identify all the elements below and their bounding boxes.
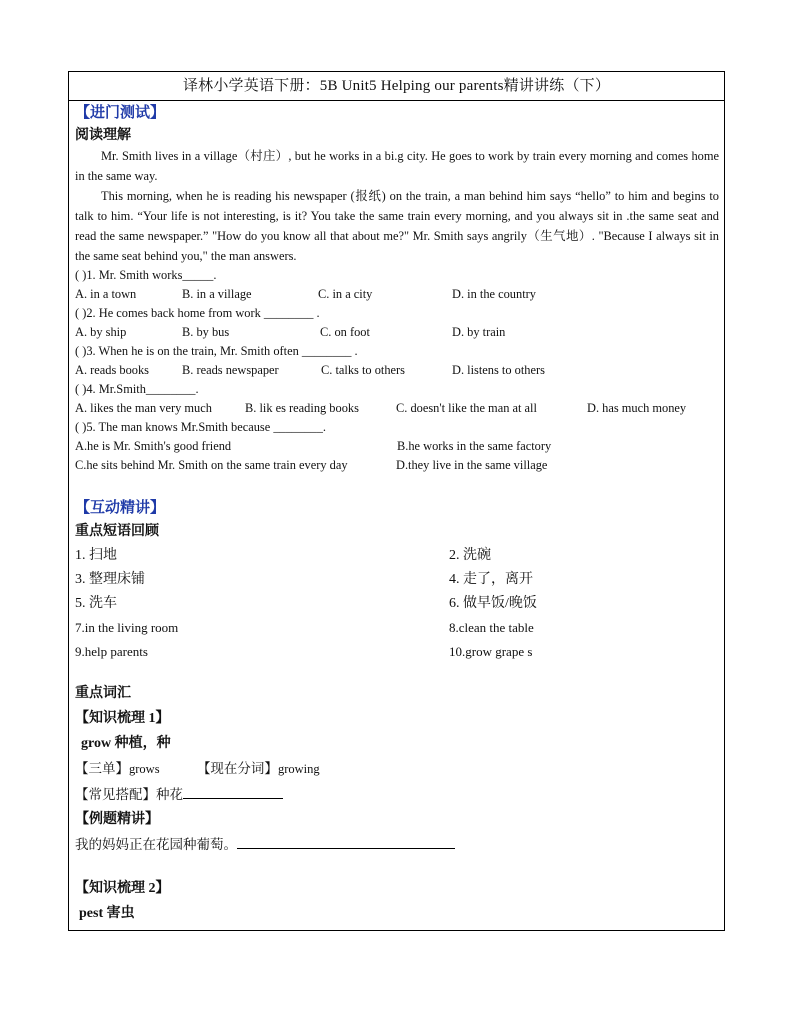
answer-blank[interactable] <box>237 836 455 849</box>
reading-paragraph-1: Mr. Smith lives in a village（村庄）, but he works in a bi.g city. He goes to work by train every morning and comes home in the same way. <box>75 149 719 183</box>
knowledge-1-word: grow 种植，种 <box>81 736 171 751</box>
question-4 <box>75 380 719 399</box>
option-a: A.he is Mr. Smith's good friend <box>75 439 232 453</box>
example-label: 【例题精讲】 <box>75 812 159 827</box>
phrase-item: 8.clean the table <box>449 620 534 635</box>
third-person-label: 【三单】 <box>75 761 129 776</box>
option-d: D.they live in the same village <box>396 458 548 472</box>
collocation-label: 【常见搭配】 <box>75 787 156 802</box>
vocab-heading: 重点词汇 <box>75 686 131 701</box>
option-d: D. in the country <box>452 287 536 301</box>
phrase-item: 7.in the living room <box>75 620 179 635</box>
option-a: A. in a town <box>75 287 137 301</box>
option-a: A. by ship <box>75 325 127 339</box>
section-interactive: 【互动精讲】 <box>75 500 166 516</box>
question-text: ( )5. The man knows Mr.Smith because ________. <box>75 420 326 434</box>
present-participle-label: 【现在分词】 <box>196 761 278 776</box>
question-3-options <box>75 361 719 380</box>
question-2 <box>75 304 719 323</box>
knowledge-1-collocation <box>75 782 719 807</box>
question-2-options <box>75 323 719 342</box>
worksheet-content <box>75 102 719 926</box>
example-sentence-row <box>75 832 719 857</box>
option-c: C. in a city <box>318 287 373 301</box>
question-text: ( )2. He comes back home from work ________ . <box>75 306 320 320</box>
question-1-options <box>75 285 719 304</box>
question-3 <box>75 342 719 361</box>
phrase-row <box>75 616 719 640</box>
answer-blank[interactable] <box>183 786 283 799</box>
option-b: B. reads newspaper <box>182 363 279 377</box>
question-5-options-cd <box>75 456 719 475</box>
reading-paragraph-2: This morning, when he is reading his newspaper (报纸) on the train, a man behind him says “hello” to him and begins to talk to him. “Your life is not interesting, is it? You take the same train every morning, and you always sit in .the same seat and read the same newspaper.” "How do you know all that about me?" Mr. Smith says angrily（生气地）. "Because I always sit in the same seat behind you," the man answers. <box>75 189 719 263</box>
third-person-value: grows <box>129 762 160 776</box>
phrase-item: 5. 洗车 <box>75 596 117 611</box>
option-c: C. doesn't like the man at all <box>396 401 537 415</box>
knowledge-1-label: 【知识梳理 1】 <box>75 711 170 726</box>
page-title: 译林小学英语下册：5B Unit5 Helping our parents精讲讲练（下） <box>69 72 724 101</box>
phrase-item: 9.help parents <box>75 644 148 659</box>
option-d: D. by train <box>452 325 506 339</box>
knowledge-2-label: 【知识梳理 2】 <box>75 881 170 896</box>
option-b: B. in a village <box>182 287 252 301</box>
question-5 <box>75 418 719 437</box>
phrase-item: 10.grow grape s <box>449 644 533 659</box>
option-b: B.he works in the same factory <box>397 439 552 453</box>
example-sentence: 我的妈妈正在花园种葡萄。 <box>75 837 237 852</box>
phrases-heading: 重点短语回顾 <box>75 524 159 539</box>
collocation-value: 种花 <box>156 787 183 802</box>
phrase-row <box>75 592 719 616</box>
question-text: ( )3. When he is on the train, Mr. Smith often ________ . <box>75 344 358 358</box>
knowledge-1-forms <box>75 756 719 782</box>
question-1 <box>75 266 719 285</box>
phrase-row <box>75 544 719 568</box>
option-c: C. talks to others <box>321 363 405 377</box>
reading-heading: 阅读理解 <box>75 128 131 143</box>
phrase-item: 2. 洗碗 <box>449 548 491 563</box>
phrase-row <box>75 640 719 664</box>
question-4-options <box>75 399 719 418</box>
option-c: C.he sits behind Mr. Smith on the same train every day <box>75 458 348 472</box>
phrase-item: 1. 扫地 <box>75 548 117 563</box>
option-d: D. has much money <box>587 401 687 415</box>
worksheet-frame <box>68 71 725 931</box>
phrase-item: 3. 整理床铺 <box>75 572 145 587</box>
option-a: A. reads books <box>75 363 149 377</box>
question-5-options-ab <box>75 437 719 456</box>
option-b: B. lik es reading books <box>245 401 359 415</box>
option-a: A. likes the man very much <box>75 401 212 415</box>
option-c: C. on foot <box>320 325 370 339</box>
knowledge-2-word: pest 害虫 <box>79 906 135 921</box>
section-intro-test: 【进门测试】 <box>75 105 166 121</box>
phrase-item: 6. 做早饭/晚饭 <box>449 596 537 611</box>
option-d: D. listens to others <box>452 363 545 377</box>
phrase-item: 4. 走了，离开 <box>449 572 533 587</box>
present-participle-value: growing <box>277 762 320 776</box>
question-text: ( )4. Mr.Smith________. <box>75 382 199 396</box>
question-text: ( )1. Mr. Smith works_____. <box>75 268 217 282</box>
option-b: B. by bus <box>182 325 230 339</box>
phrase-row <box>75 568 719 592</box>
